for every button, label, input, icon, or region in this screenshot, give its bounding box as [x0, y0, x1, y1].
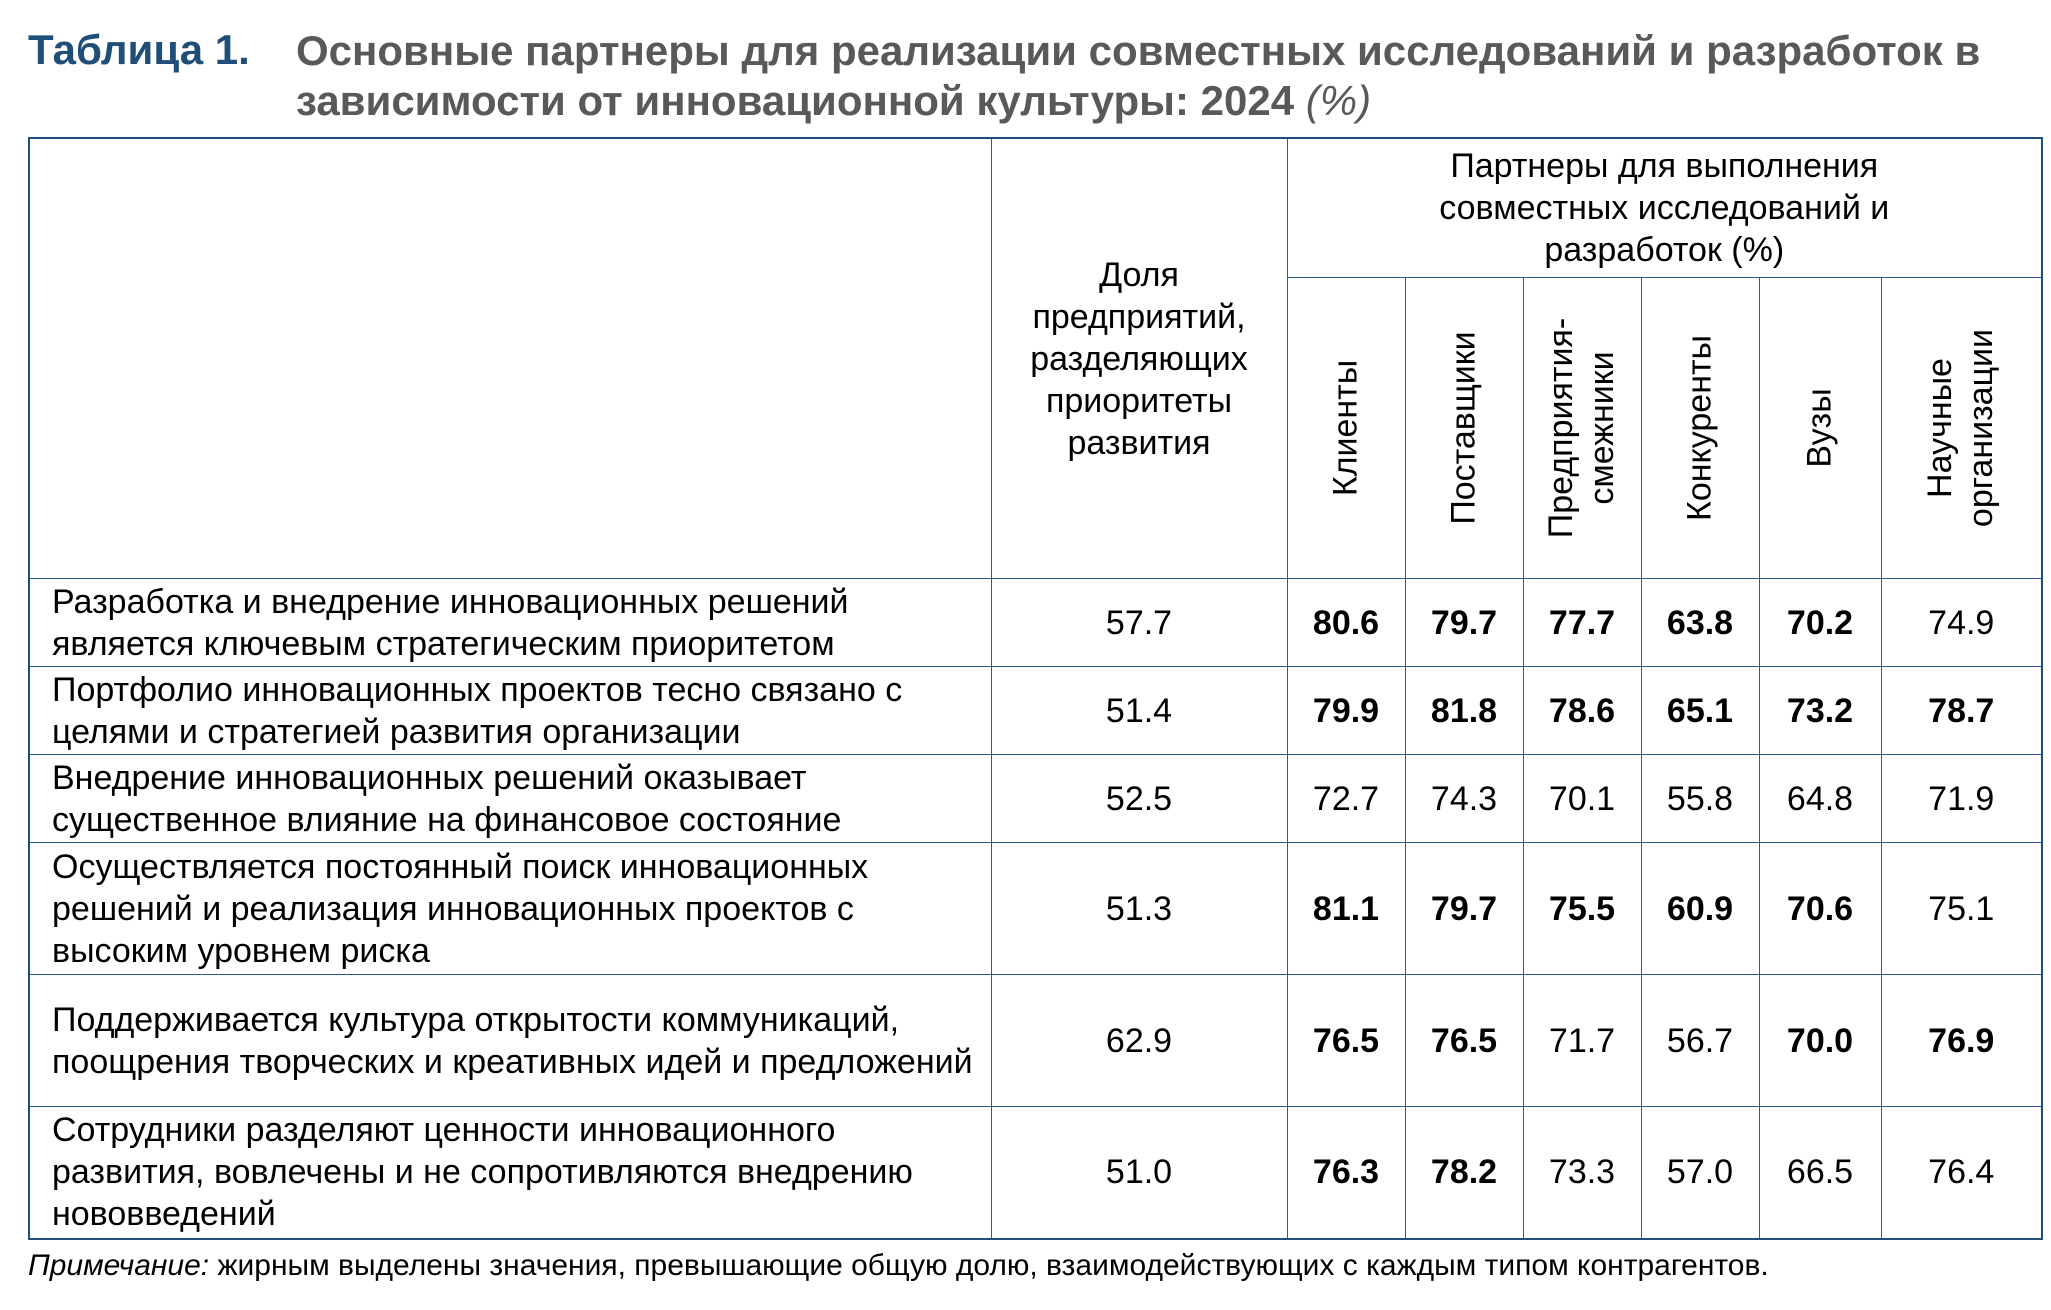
value-cell: 74.9 [1881, 579, 2042, 667]
data-table [28, 137, 2043, 1240]
header-col-label: Предприятия-смежники [1542, 317, 1621, 539]
value-cell: 77.7 [1523, 579, 1641, 667]
value-cell: 76.3 [1287, 1107, 1405, 1239]
share-cell: 57.7 [991, 579, 1287, 667]
share-cell: 52.5 [991, 755, 1287, 843]
value-cell: 66.5 [1759, 1107, 1881, 1239]
table-number: Таблица 1. [28, 26, 250, 73]
header-col-universities [1759, 278, 1881, 579]
value-cell: 72.7 [1287, 755, 1405, 843]
note-label: Примечание: [28, 1249, 210, 1282]
value-cell: 56.7 [1641, 975, 1759, 1107]
header-col-label: Клиенты [1326, 359, 1365, 497]
value-cell: 73.2 [1759, 667, 1881, 755]
table-row [29, 755, 2042, 843]
table-row [29, 1107, 2042, 1239]
header-share-column [991, 138, 1287, 579]
value-cell: 60.9 [1641, 843, 1759, 975]
header-partners-group [1287, 138, 2042, 278]
value-cell: 55.8 [1641, 755, 1759, 843]
share-cell: 62.9 [991, 975, 1287, 1107]
value-cell: 74.3 [1405, 755, 1523, 843]
header-corner-cell [29, 138, 991, 579]
value-cell: 70.0 [1759, 975, 1881, 1107]
table-row [29, 667, 2042, 755]
value-cell: 57.0 [1641, 1107, 1759, 1239]
header-col-label: Научные организации [1921, 328, 2001, 528]
table-title [28, 26, 2038, 136]
value-cell: 73.3 [1523, 1107, 1641, 1239]
share-cell: 51.3 [991, 843, 1287, 975]
value-cell: 65.1 [1641, 667, 1759, 755]
value-cell: 75.1 [1881, 843, 2042, 975]
table-caption-text: Основные партнеры для реализации совместных исследований и разработок в зависимости от инновационной культуры: 2024 [296, 27, 1981, 124]
value-cell: 81.8 [1405, 667, 1523, 755]
row-label: Портфолио инновационных проектов тесно связано с целями и стратегией развития организации [29, 667, 991, 755]
value-cell: 63.8 [1641, 579, 1759, 667]
table-note [28, 1248, 1769, 1284]
header-row-1 [29, 138, 2042, 278]
value-cell: 70.2 [1759, 579, 1881, 667]
row-label: Поддерживается культура открытости коммуникаций, поощрения творческих и креативных идей и предложений [29, 975, 991, 1107]
header-col-suppliers [1405, 278, 1523, 579]
value-cell: 79.7 [1405, 579, 1523, 667]
header-col-clients [1287, 278, 1405, 579]
value-cell: 76.5 [1287, 975, 1405, 1107]
table-caption-unit: (%) [1305, 77, 1372, 124]
header-col-label: Конкуренты [1680, 335, 1719, 521]
value-cell: 78.7 [1881, 667, 2042, 755]
header-share-text: Доля предприятий, разделяющих приоритеты развития [1030, 255, 1248, 462]
header-partners-text: Партнеры для выполнения совместных исследований и разработок (%) [1439, 147, 1890, 269]
row-label: Осуществляется постоянный поиск инновационных решений и реализация инновационных проектов с высоким уровнем риска [29, 843, 991, 975]
value-cell: 78.6 [1523, 667, 1641, 755]
value-cell: 81.1 [1287, 843, 1405, 975]
value-cell: 78.2 [1405, 1107, 1523, 1239]
share-cell: 51.0 [991, 1107, 1287, 1239]
table-row [29, 843, 2042, 975]
header-col-label: Поставщики [1444, 331, 1483, 525]
value-cell: 80.6 [1287, 579, 1405, 667]
value-cell: 76.9 [1881, 975, 2042, 1107]
value-cell: 79.7 [1405, 843, 1523, 975]
header-col-related-enterprises [1523, 278, 1641, 579]
note-text: жирным выделены значения, превышающие общую долю, взаимодействующих с каждым типом контрагентов. [209, 1249, 1769, 1282]
value-cell: 79.9 [1287, 667, 1405, 755]
value-cell: 70.6 [1759, 843, 1881, 975]
share-cell: 51.4 [991, 667, 1287, 755]
table-caption [296, 26, 2036, 126]
value-cell: 64.8 [1759, 755, 1881, 843]
value-cell: 71.9 [1881, 755, 2042, 843]
value-cell: 75.5 [1523, 843, 1641, 975]
value-cell: 76.5 [1405, 975, 1523, 1107]
header-col-research-orgs [1881, 278, 2042, 579]
row-label: Внедрение инновационных решений оказывает существенное влияние на финансовое состояние [29, 755, 991, 843]
row-label: Сотрудники разделяют ценности инновационного развития, вовлечены и не сопротивляются внедрению нововведений [29, 1107, 991, 1239]
header-col-competitors [1641, 278, 1759, 579]
value-cell: 70.1 [1523, 755, 1641, 843]
row-label: Разработка и внедрение инновационных решений является ключевым стратегическим приоритетом [29, 579, 991, 667]
header-col-label: Вузы [1800, 388, 1839, 468]
value-cell: 76.4 [1881, 1107, 2042, 1239]
table-row [29, 975, 2042, 1107]
table-row [29, 579, 2042, 667]
value-cell: 71.7 [1523, 975, 1641, 1107]
